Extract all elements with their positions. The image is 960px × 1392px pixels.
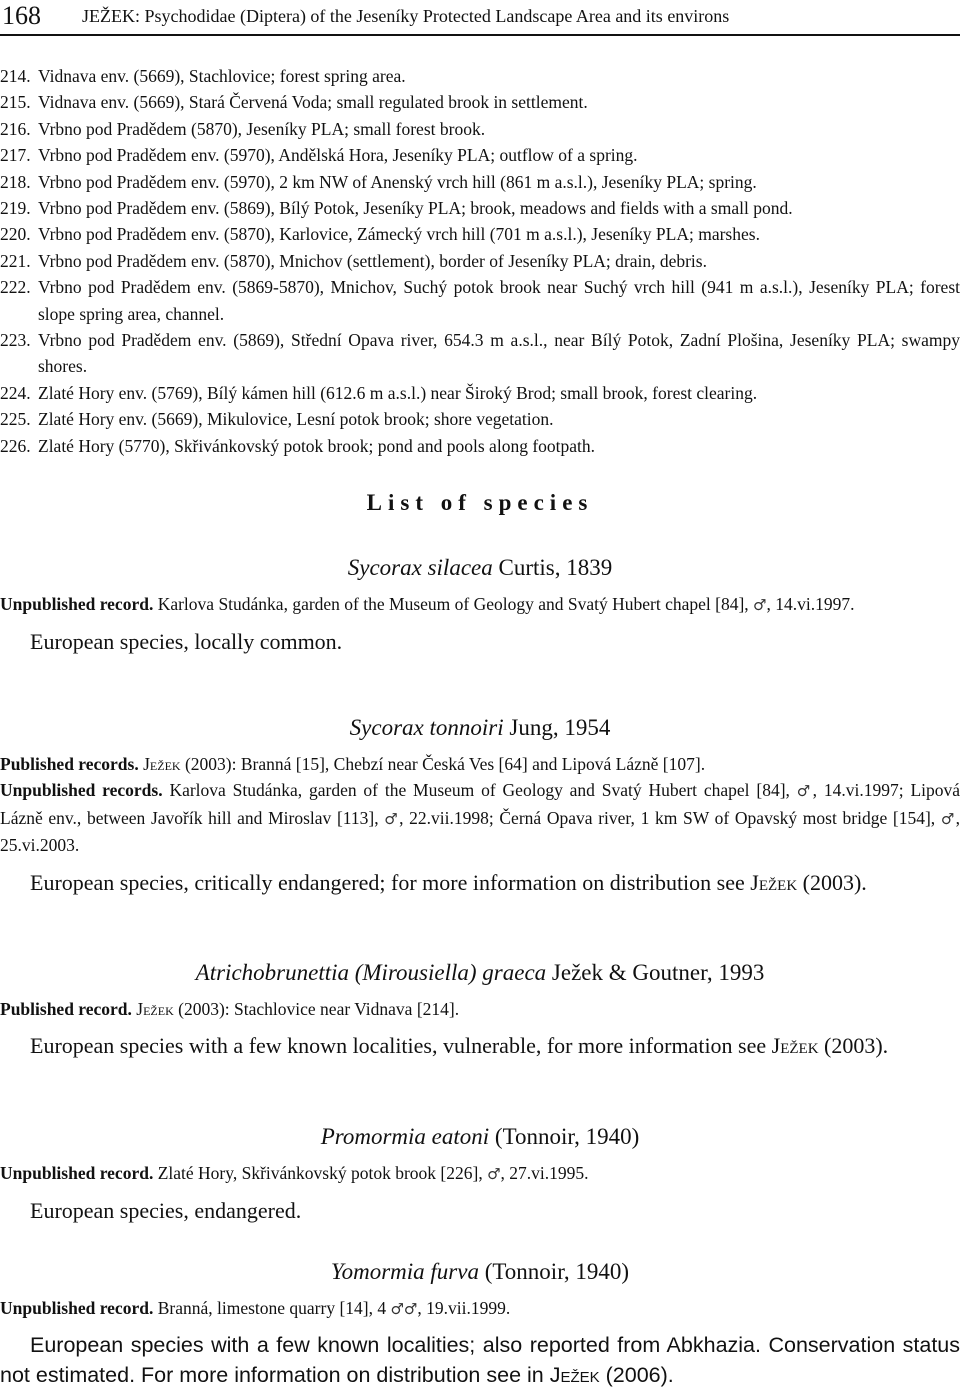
status-note [0,1030,960,1062]
species-name: Yomormia furva [330,1259,479,1284]
locality-item [0,433,960,459]
record-label: Unpublished record. [0,594,154,614]
locality-item [0,195,960,221]
cited-author: Ježek [771,1033,819,1059]
record-text: , 14.vi.1997; Lipová Lázně env., between Javořík hill and Miroslav [113], [0,780,960,828]
species-entry [0,553,960,658]
status-note [0,1330,960,1390]
species-entry [0,1257,960,1390]
record-text: (2003): Branná [15], Chebzí near Česká Ves [64] and Lipová Lázně [107]. [180,754,706,774]
locality-number: 215. [0,92,31,113]
note-text: (2003). [818,1033,889,1059]
locality-number: 214. [0,66,31,86]
species-heading [0,1122,960,1152]
locality-number: 219. [0,198,31,219]
locality-item [0,89,960,115]
locality-text: Vidnava env. (5669), Stachlovice; forest spring area. [38,66,406,86]
record-text: Karlova Studánka, garden of the Museum of Geology and Svatý Hubert chapel [84], [169,780,797,801]
locality-number: 223. [0,330,31,351]
note-text: European species with a few known localities; also reported from Abkhazia. Conservation status not estimated. For more information on distribution see in [0,1333,960,1388]
page-header [0,0,960,40]
locality-item [0,63,960,89]
species-authority: Ježek & Goutner, 1993 [551,960,765,985]
locality-text: Vrbno pod Pradědem env. (5869), Střední Opava river, 654.3 m a.s.l., near Bílý Potok, Zadní Plošina, Jeseníky PLA; swampy shores. [38,330,960,377]
record-label: Unpublished records. [0,780,163,801]
record-text: , 19.vii.1999. [417,1298,511,1318]
species-name: Sycorax silacea [347,555,493,580]
record-text: Zlaté Hory, Skřivánkovský potok brook [226], [157,1163,488,1183]
status-note: European species, locally common. [30,629,343,655]
species-authority: Curtis, 1839 [498,555,613,580]
record-label: Unpublished record. [0,1298,154,1318]
species-authority: (Tonnoir, 1940) [494,1124,640,1149]
page-number: 168 [2,1,41,30]
locality-item [0,327,960,380]
record-paragraph [0,777,960,858]
note-text: European species with a few known localities, vulnerable, for more information see [30,1033,772,1059]
species-entry [0,1122,960,1227]
locality-text: Zlaté Hory env. (5669), Mikulovice, Lesní potok brook; shore vegetation. [38,409,554,430]
locality-item [0,142,960,168]
locality-text: Vrbno pod Pradědem env. (5869), Bílý Potok, Jeseníky PLA; brook, meadows and fields with a small pond. [38,198,793,219]
male-symbol-icon: ♂ [753,596,767,614]
species-heading [0,1257,960,1287]
record-paragraph [0,1295,960,1322]
section-heading: List of species [366,490,594,515]
record-text: , 27.vi.1995. [500,1163,589,1183]
locality-number: 222. [0,277,31,298]
locality-number: 224. [0,382,31,403]
cited-author: Ježek [549,1363,600,1388]
record-text: , 25.vi.2003. [0,807,960,856]
note-text: (2003). [797,869,867,895]
locality-text: Zlaté Hory env. (5769), Bílý kámen hill (612.6 m a.s.l.) near Široký Brod; small brook, forest clearing. [38,382,758,403]
record-paragraph [0,1160,960,1187]
running-title: JEŽEK: Psychodidae (Diptera) of the Jeseníky Protected Landscape Area and its environs [82,6,730,26]
locality-item [0,274,960,327]
locality-item [0,406,960,432]
record-text: , 22.vii.1998; Černá Opava river, 1 km SW of Opavský most bridge [154], [399,807,941,828]
locality-list [0,63,960,459]
record-text: Karlova Studánka, garden of the Museum of Geology and Svatý Hubert chapel [84], [157,594,754,614]
species-authority: Jung, 1954 [509,715,611,740]
male-symbol-icon: ♂ [487,1165,501,1183]
species-heading [0,713,960,743]
species-entry [0,958,960,1062]
locality-item [0,169,960,195]
cited-author: Ježek [136,999,174,1019]
locality-text: Vrbno pod Pradědem env. (5970), 2 km NW of Anenský vrch hill (861 m a.s.l.), Jeseníky PLA; spring. [38,171,757,192]
locality-number: 218. [0,171,31,192]
locality-item [0,380,960,406]
locality-text: Vrbno pod Pradědem env. (5870), Karlovice, Zámecký vrch hill (701 m a.s.l.), Jeseníky PLA; marshes. [38,224,760,245]
male-symbol-icon: ♂ [940,809,956,828]
record-text: Branná, limestone quarry [14], 4 [157,1298,391,1318]
record-text: (2003): Stachlovice near Vidnava [214]. [173,999,460,1019]
record-label: Published records. [0,754,139,774]
species-heading [0,553,960,583]
record-paragraph [0,591,960,618]
header-rule [0,34,960,36]
locality-number: 217. [0,145,31,166]
locality-item [0,116,960,142]
male-symbol-icon: ♂ [384,809,400,828]
locality-number: 216. [0,118,31,139]
male-symbol-icon: ♂ [796,782,813,801]
species-name: Promormia eatoni [320,1124,490,1149]
species-name: Sycorax tonnoiri [349,715,504,740]
status-note: European species, endangered. [30,1198,302,1224]
locality-number: 225. [0,409,31,430]
cited-author: Ježek [143,754,181,774]
species-authority: (Tonnoir, 1940) [484,1259,630,1284]
locality-number: 221. [0,250,31,271]
note-text: (2006). [599,1363,674,1388]
locality-text: Vrbno pod Pradědem (5870), Jeseníky PLA; small forest brook. [38,118,486,139]
locality-text: Vidnava env. (5669), Stará Červená Voda; small regulated brook in settlement. [38,92,588,113]
locality-text: Vrbno pod Pradědem env. (5970), Andělská Hora, Jeseníky PLA; outflow of a spring. [38,145,638,166]
locality-text: Vrbno pod Pradědem env. (5869-5870), Mnichov, Suchý potok brook near Suchý vrch hill (941 m a.s.l.), Jeseníky PLA; forest slope spring area, channel. [38,277,960,324]
cited-author: Ježek [750,869,798,895]
status-note [0,867,960,899]
locality-text: Zlaté Hory (5770), Skřivánkovský potok brook; pond and pools along footpath. [38,435,596,456]
record-text: , 14.vi.1997. [766,594,855,614]
male-symbol-icon: ♂♂ [390,1300,418,1318]
note-text: European species, critically endangered; for more information on distribution see [30,869,751,895]
species-heading [0,958,960,988]
record-label: Published record. [0,999,132,1019]
locality-number: 226. [0,435,31,456]
locality-text: Vrbno pod Pradědem env. (5870), Mnichov (settlement), border of Jeseníky PLA; drain, debris. [38,250,707,271]
locality-item [0,248,960,274]
species-entry [0,713,960,899]
species-name: Atrichobrunettia (Mirousiella) graeca [195,960,547,985]
record-paragraph [0,751,960,777]
record-label: Unpublished record. [0,1163,154,1183]
locality-number: 220. [0,224,31,245]
locality-item [0,221,960,247]
record-paragraph [0,996,960,1022]
